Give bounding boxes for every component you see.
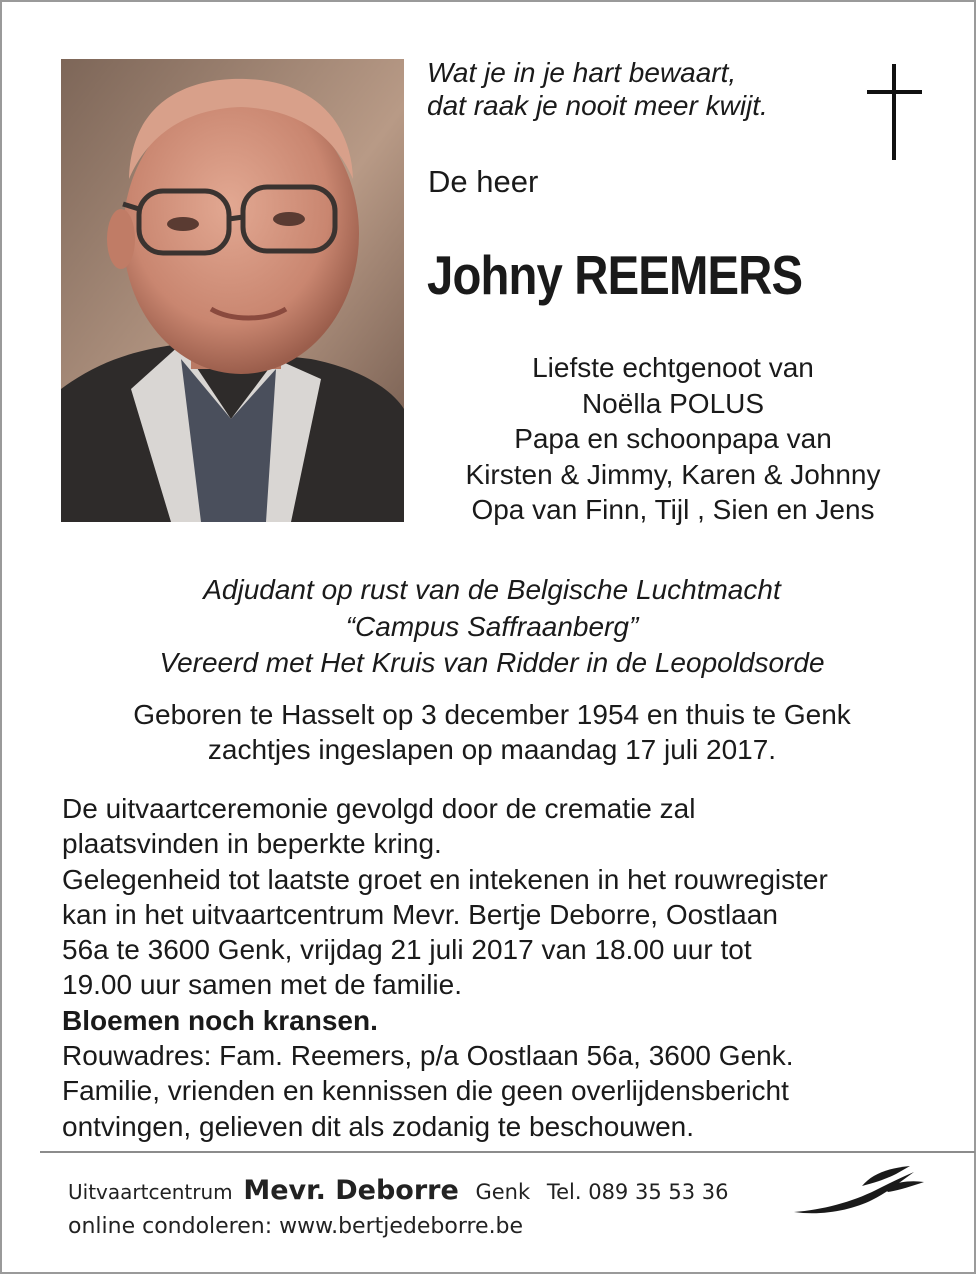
family-line: Noëlla POLUS [581, 387, 765, 419]
funeral-home-prefix: Uitvaartcentrum [68, 1180, 233, 1204]
ceremony-line: ontvingen, gelieven dit als zodanig te beschouwen. [62, 1110, 694, 1142]
portrait-photo [61, 59, 404, 522]
date-line: zachtjes ingeslapen op maandag 17 juli 2017. [207, 734, 777, 765]
title-line: “Campus Saffraanberg” [345, 610, 639, 642]
funeral-home-line [68, 1174, 728, 1209]
deceased-name: Johny REEMERS [427, 244, 803, 306]
online-condolences-link[interactable]: online condoleren: www.bertjedeborre.be [68, 1214, 524, 1239]
memorial-quote [427, 56, 768, 122]
family-line: Liefste echtgenoot van [532, 352, 814, 383]
ceremony-line: Rouwadres: Fam. Reemers, p/a Oostlaan 56a, 3600 Genk. [62, 1040, 794, 1072]
quote-line-1: Wat je in je hart bewaart, [427, 57, 737, 88]
cross-icon [867, 64, 925, 160]
ceremony-line: 56a te 3600 Genk, vrijdag 21 juli 2017 van 18.00 uur tot [62, 934, 752, 966]
dove-logo-icon [792, 1160, 927, 1220]
title-line: Adjudant op rust van de Belgische Luchtmacht [203, 574, 781, 605]
ceremony-line: plaatsvinden in beperkte kring. [62, 828, 442, 860]
ceremony-line: Gelegenheid tot laatste groet en intekenen in het rouwregister [62, 863, 828, 895]
no-flowers-notice: Bloemen noch kransen. [62, 1004, 378, 1036]
ceremony-line: 19.00 uur samen met de familie. [62, 969, 462, 1001]
title-line: Vereerd met Het Kruis van Ridder in de Leopoldsorde [159, 647, 825, 678]
family-line: Opa van Finn, Tijl , Sien en Jens [471, 494, 875, 525]
funeral-home-brand: Mevr. Deborre [243, 1175, 459, 1206]
family-line: Kirsten & Jimmy, Karen & Johnny [465, 458, 881, 490]
family-line: Papa en schoonpapa van [514, 423, 832, 454]
funeral-home-city: Genk [475, 1180, 531, 1204]
funeral-home-phone[interactable]: Tel. 089 35 53 36 [546, 1180, 729, 1204]
ceremony-block [62, 791, 828, 1144]
dates-block [42, 697, 942, 767]
ceremony-line: kan in het uitvaartcentrum Mevr. Bertje Deborre, Oostlaan [62, 898, 778, 930]
date-line: Geboren te Hasselt op 3 december 1954 en thuis te Genk [133, 699, 851, 730]
ceremony-line: Familie, vrienden en kennissen die geen overlijdensbericht [62, 1075, 789, 1107]
family-block [404, 350, 942, 528]
footer-divider [40, 1151, 975, 1153]
salutation: De heer [428, 164, 539, 199]
quote-line-2: dat raak je nooit meer kwijt. [427, 90, 768, 121]
ceremony-line: De uitvaartceremonie gevolgd door de crematie zal [62, 793, 696, 824]
titles-block [42, 572, 942, 682]
